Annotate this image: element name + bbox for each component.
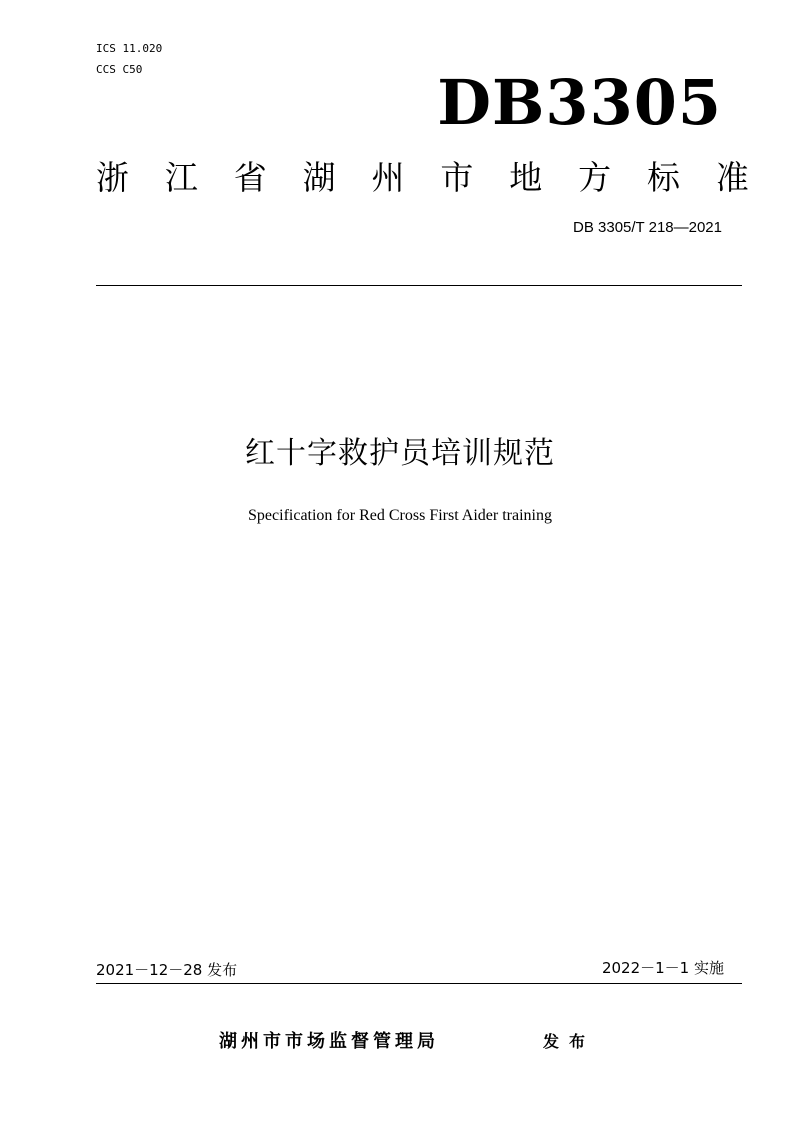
standard-name-char: 方 [578,158,612,197]
document-title-chinese: 红十字救护员培训规范 [245,436,555,471]
standard-name-char: 地 [509,158,543,197]
standard-name-char: 标 [647,158,680,197]
standard-name [96,158,749,198]
header-divider [96,285,742,286]
publish-label: 发布 [543,1032,596,1051]
footer-divider [96,983,742,984]
standard-name-char: 州 [371,158,405,197]
issuing-authority: 湖州市市场监督管理局 [219,1031,439,1052]
standard-name-char: 市 [440,158,474,197]
standard-name-char: 省 [233,158,267,197]
standard-name-char: 江 [164,158,198,197]
standard-name-char: 浙 [96,158,129,197]
implementation-date: 2022－1－1 实施 [601,959,724,977]
issue-date: 2021－12－28 发布 [96,961,238,979]
document-title-english: Specification for Red Cross First Aider training [248,507,552,524]
ics-code: ICS 11.020 [96,42,163,55]
standard-code: DB 3305/T 218—2021 [573,219,722,236]
db-logo: DB3305 [437,66,722,139]
standard-name-char: 准 [715,158,749,197]
standard-name-char: 湖 [302,158,336,197]
ccs-code: CCS C50 [96,63,143,76]
